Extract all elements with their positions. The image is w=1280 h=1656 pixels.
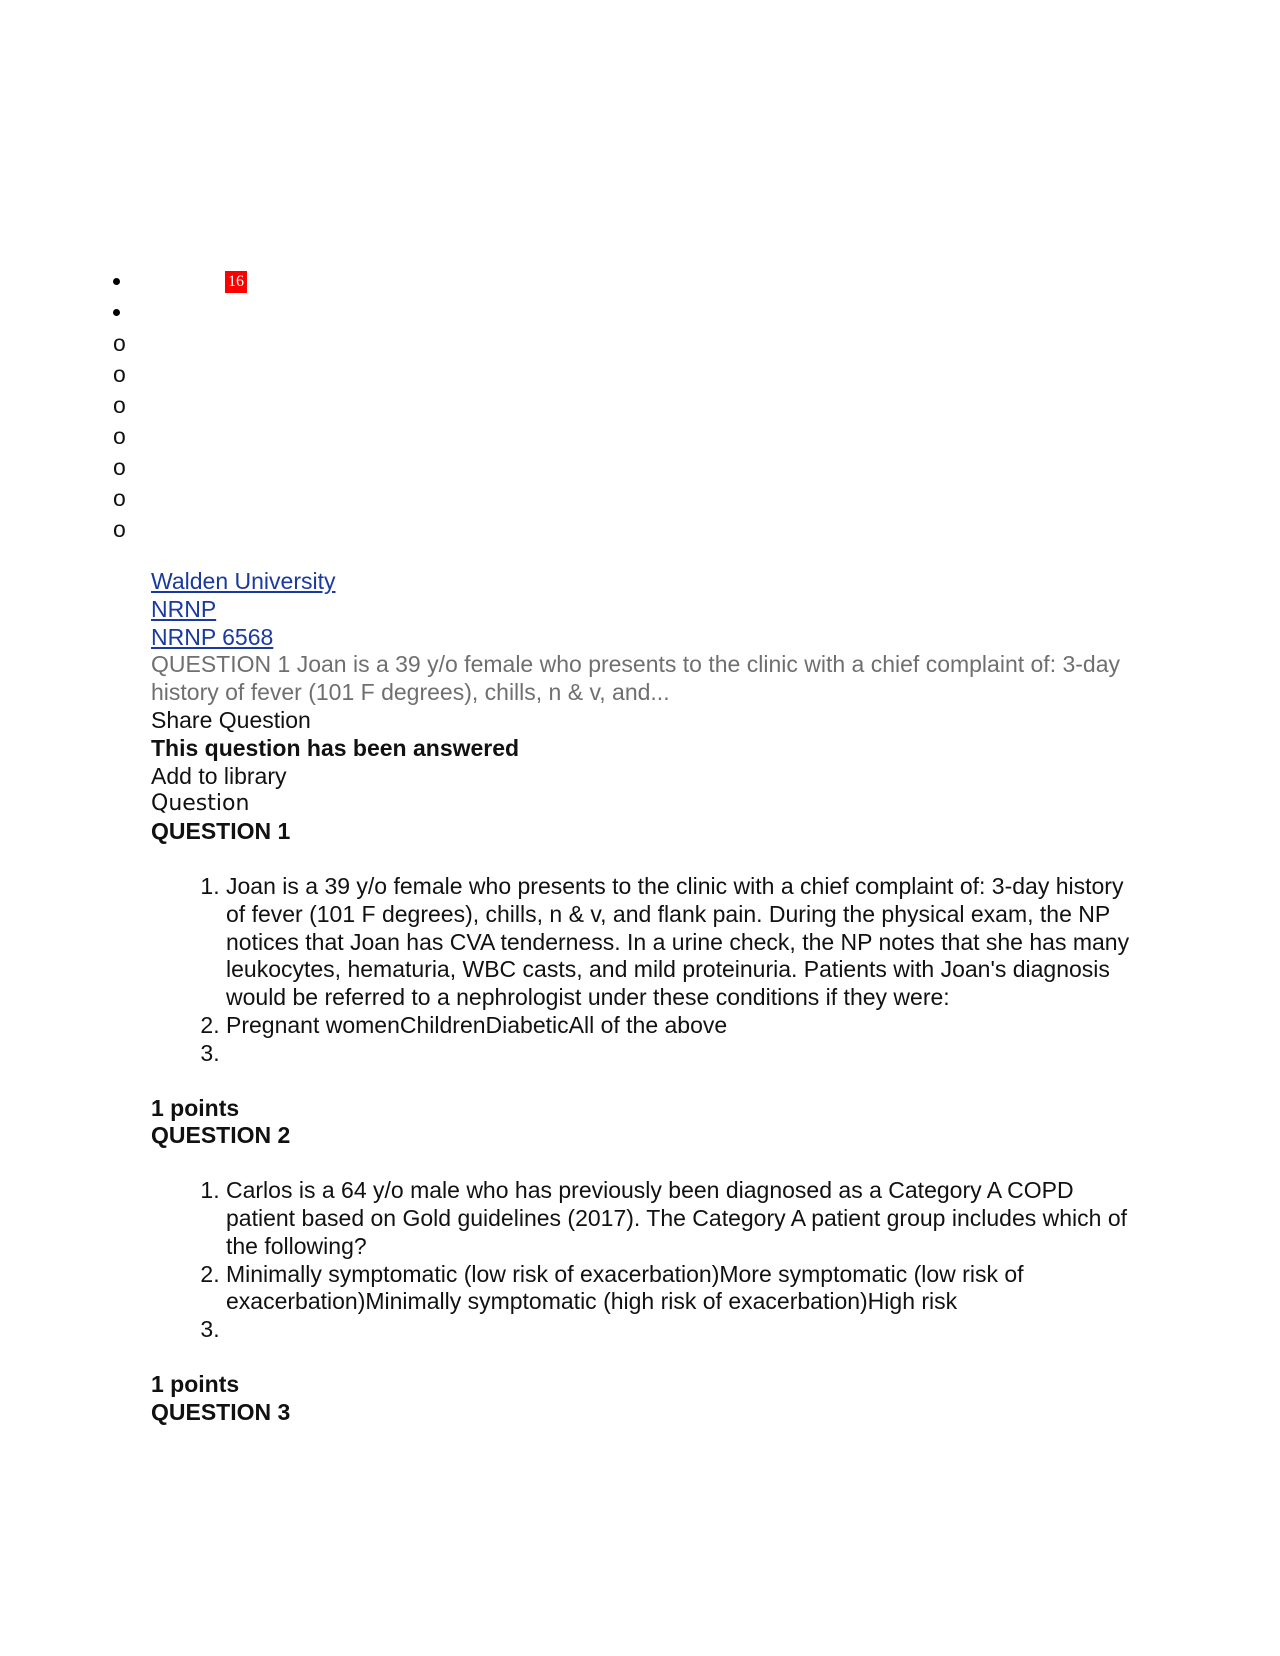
answered-status: This question has been answered [151,734,520,761]
main-content [151,568,1131,1427]
empty-list-item [226,1316,1131,1344]
answer-options: 2. Minimally symptomatic (low risk of exacerbation)More symptomatic (low risk of exacerbation)Minimally symptomatic (high risk of exacerbation)High risk [226,1261,1131,1317]
answer-options: 2. Pregnant womenChildrenDiabeticAll of the above [226,1012,1131,1040]
question-preview: QUESTION 1 Joan is a 39 y/o female who presents to the clinic with a chief complaint of: 3-day history of fever (101 F degrees), chills, n & v, and... [151,651,1121,706]
question-heading: QUESTION 3 [151,1398,291,1425]
breadcrumb-link-subject[interactable]: NRNP [151,595,217,622]
question-text: 1. Joan is a 39 y/o female who presents to the clinic with a chief complaint of: 3-day history of fever (101 F degrees), chills, n & v, and flank pain. During the physical exam, the NP notices that Joan has CVA tenderness. In a urine check, the NP notes that she has many leukocytes, hematuria, WBC casts, and mild proteinuria. Patients with Joan's diagnosis would be referred to a nephrologist under these conditions if they were: [226,873,1131,1012]
notification-badge: 16 [225,271,247,293]
question-list [151,1177,1131,1344]
empty-list-item [226,1040,1131,1068]
question-text: 1. Carlos is a 64 y/o male who has previously been diagnosed as a Category A COPD patient based on Gold guidelines (2017). The Category A patient group includes which of the following? [226,1177,1131,1260]
breadcrumb-link-university[interactable]: Walden University [151,568,336,594]
breadcrumb-link-course[interactable]: NRNP 6568 [151,623,274,650]
question-points: 1 points [151,1094,240,1121]
question-list [151,873,1131,1068]
question-heading: QUESTION 2 [151,1122,291,1149]
question-points: 1 points [151,1370,240,1397]
question-section-label: Question [151,791,250,817]
question-heading: QUESTION 1 [151,818,291,845]
share-question-button[interactable]: Share Question [151,706,311,733]
add-to-library-button[interactable]: Add to library [151,762,287,789]
